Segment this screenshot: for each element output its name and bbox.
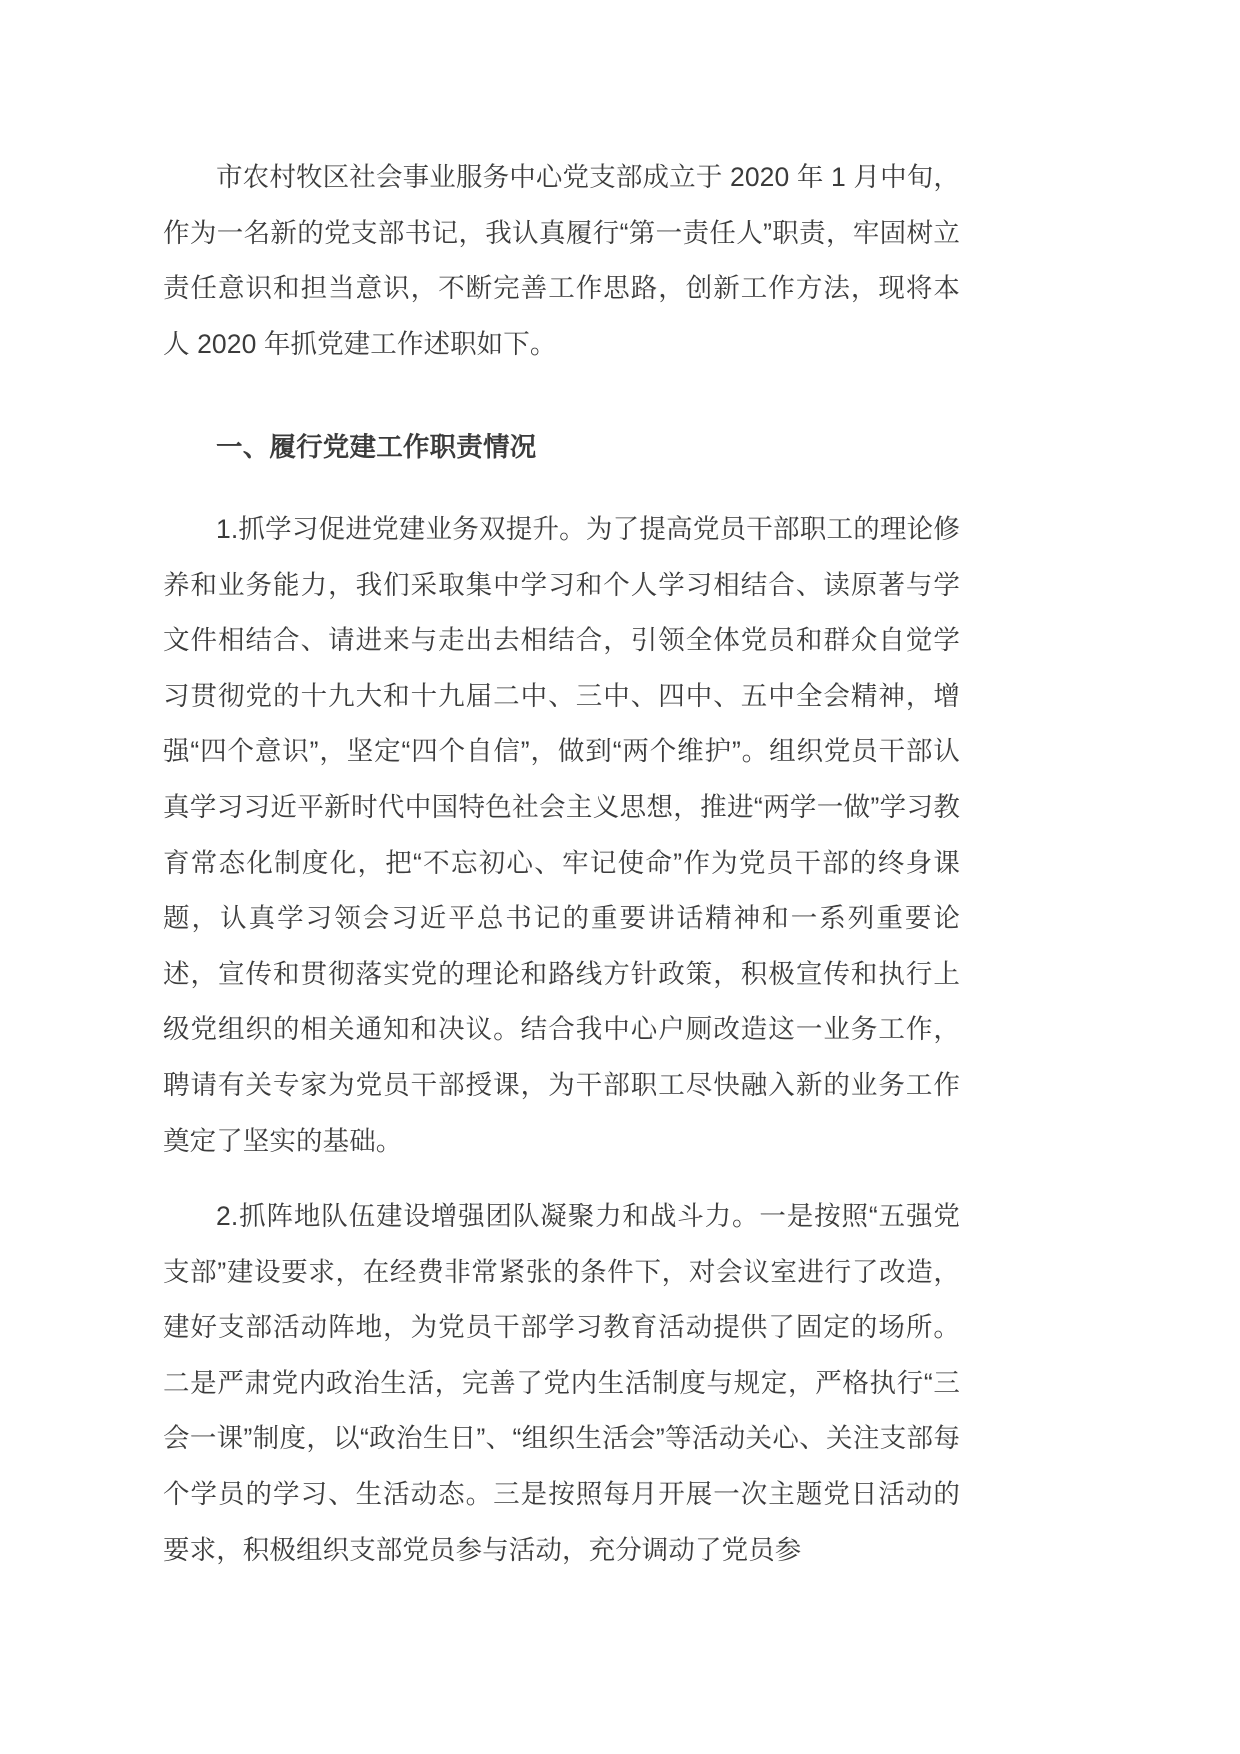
section-one-heading: 一、履行党建工作职责情况 bbox=[216, 432, 537, 463]
document-body bbox=[163, 150, 960, 1578]
item-two-paragraph: 2.抓阵地队伍建设增强团队凝聚力和战斗力。一是按照“五强党支部”建设要求，在经费非常紧张的条件下，对会议室进行了改造，建好支部活动阵地，为党员干部学习教育活动提供了固定的场所。二是严肃党内政治生活，完善了党内生活制度与规定，严格执行“三会一课”制度，以“政治生日”、“组织生活会”等活动关心、关注支部每个学员的学习、生活动态。三是按照每月开展一次主题党日活动的要求，积极组织支部党员参与活动，充分调动了党员参 bbox=[163, 1201, 960, 1565]
paragraph-spacer bbox=[163, 372, 960, 394]
item-one-paragraph: 1.抓学习促进党建业务双提升。为了提高党员干部职工的理论修养和业务能力，我们采取集中学习和个人学习相结合、读原著与学文件相结合、请进来与走出去相结合，引领全体党员和群众自觉学习贯彻党的十九大和十九届二中、三中、四中、五中全会精神，增强“四个意识”，坚定“四个自信”，做到“两个维护”。组织党员干部认真学习习近平新时代中国特色社会主义思想，推进“两学一做”学习教育常态化制度化，把“不忘初心、牢记使命”作为党员干部的终身课题，认真学习领会习近平总书记的重要讲话精神和一系列重要论述，宣传和贯彻落实党的理论和路线方针政策，积极宣传和执行上级党组织的相关通知和决议。结合我中心户厕改造这一业务工作，聘请有关专家为党员干部授课，为干部职工尽快融入新的业务工作奠定了坚实的基础。 bbox=[163, 513, 960, 1156]
paragraph-spacer-2 bbox=[163, 1169, 960, 1189]
intro-paragraph: 市农村牧区社会事业服务中心党支部成立于 2020 年 1 月中旬，作为一名新的党支部书记，我认真履行“第一责任人”职责，牢固树立责任意识和担当意识，不断完善工作思路，创新工作方法，现将本人 2020 年抓党建工作述职如下。 bbox=[163, 162, 960, 359]
